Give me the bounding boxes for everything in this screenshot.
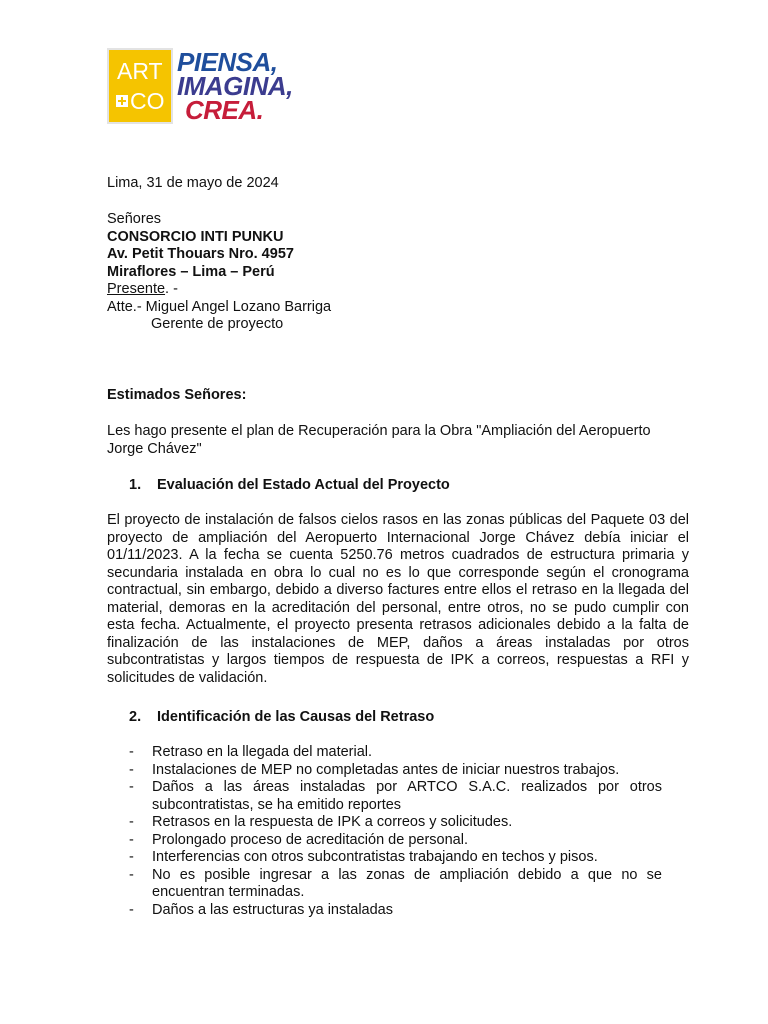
list-item bbox=[107, 744, 662, 762]
attention-role: Gerente de proyecto bbox=[151, 316, 284, 332]
bullet-dash: - bbox=[129, 831, 134, 848]
section-1-body: El proyecto de instalación de falsos cielos rasos en las zonas públicas del Paquete 03 del proyecto de ampliación del Aeropuerto Internacional Jorge Chávez debía iniciar el 01/11/2023. A la fecha se cuenta 5250.76 metros cuadrados de estructura primaria y secundaria instalada en obra lo cual no es lo que corresponde según el cronograma contractual, sin embargo, debido a diverso factures entre ellos el retraso en la llegada del material, demoras en la acreditación del personal, entre otros, no se pudo cumplir con esta fecha. Actualmente, el proyecto presenta retrasos adicionales debido a la falta de finalización de las instalaciones de MEP, daños a áreas instaladas por otros subcontratistas y largos tiempos de respuesta de IPK a correos, respuestas a RFI y solicitudes de validación. bbox=[107, 512, 689, 686]
recipient-address-2: Miraflores – Lima – Perú bbox=[107, 263, 275, 280]
logo-co-line bbox=[116, 88, 165, 115]
company-logo bbox=[107, 48, 307, 128]
logo-co-text: CO bbox=[130, 88, 165, 114]
recipient-address-1: Av. Petit Thouars Nro. 4957 bbox=[107, 246, 294, 262]
letter-date: Lima, 31 de mayo de 2024 bbox=[107, 175, 279, 191]
bullet-dash: - bbox=[129, 744, 134, 760]
bullet-dash: - bbox=[129, 901, 134, 918]
list-item-text: Prolongado proceso de acreditación de personal. bbox=[152, 831, 468, 848]
plus-icon bbox=[116, 95, 128, 107]
list-item bbox=[107, 779, 662, 814]
presente-line bbox=[107, 281, 689, 299]
recipient-name: CONSORCIO INTI PUNKU bbox=[107, 228, 284, 245]
list-item bbox=[107, 849, 662, 867]
list-item-text: No es posible ingresar a las zonas de ampliación debido a que no se encuentran terminadas. bbox=[152, 866, 662, 900]
section-1-heading bbox=[107, 477, 450, 493]
section-1-title: Evaluación del Estado Actual del Proyecto bbox=[157, 477, 450, 493]
list-item bbox=[107, 867, 662, 902]
section-2-heading bbox=[107, 709, 434, 725]
logo-art-text: ART bbox=[117, 58, 163, 84]
list-item-text: Retrasos en la respuesta de IPK a correos y solicitudes. bbox=[152, 814, 513, 830]
presente-text: Presente bbox=[107, 281, 166, 297]
list-item-text: Interferencias con otros subcontratistas trabajando en techos y pisos. bbox=[152, 849, 598, 865]
section-1-number: 1. bbox=[129, 477, 142, 493]
artco-logo-box bbox=[107, 48, 173, 124]
bullet-dash: - bbox=[129, 779, 134, 795]
list-item-text: Daños a las áreas instaladas por ARTCO S.A.C. realizados por otros subcontratistas, se ha emitido reportes bbox=[152, 779, 662, 813]
bullet-dash: - bbox=[129, 849, 134, 865]
bullet-dash: - bbox=[129, 761, 134, 778]
presente-suffix: . - bbox=[165, 281, 178, 297]
bullet-dash: - bbox=[129, 814, 134, 830]
delay-causes-list bbox=[107, 744, 662, 919]
slogan-line-2: IMAGINA, bbox=[177, 71, 293, 101]
list-item-text: Daños a las estructuras ya instaladas bbox=[152, 901, 393, 918]
list-item bbox=[107, 902, 662, 920]
intro-paragraph: Les hago presente el plan de Recuperación para la Obra "Ampliación del Aeropuerto Jorge Chávez" bbox=[107, 423, 651, 457]
section-2-number: 2. bbox=[129, 709, 142, 725]
slogan-line-1: PIENSA, bbox=[177, 47, 278, 77]
slogan-line-3: CREA. bbox=[185, 95, 264, 125]
list-item-text: Instalaciones de MEP no completadas antes de iniciar nuestros trabajos. bbox=[152, 761, 620, 778]
list-item bbox=[107, 832, 662, 850]
logo-slogan bbox=[177, 47, 293, 125]
list-item-text: Retraso en la llegada del material. bbox=[152, 744, 373, 760]
attention-line: Atte.- Miguel Angel Lozano Barriga bbox=[107, 298, 332, 315]
list-item bbox=[107, 814, 662, 832]
salutation-line: Señores bbox=[107, 211, 162, 227]
list-item bbox=[107, 762, 662, 780]
recipient-block bbox=[107, 211, 689, 334]
greeting: Estimados Señores: bbox=[107, 387, 247, 403]
section-2-title: Identificación de las Causas del Retraso bbox=[157, 709, 435, 725]
bullet-dash: - bbox=[129, 866, 134, 883]
